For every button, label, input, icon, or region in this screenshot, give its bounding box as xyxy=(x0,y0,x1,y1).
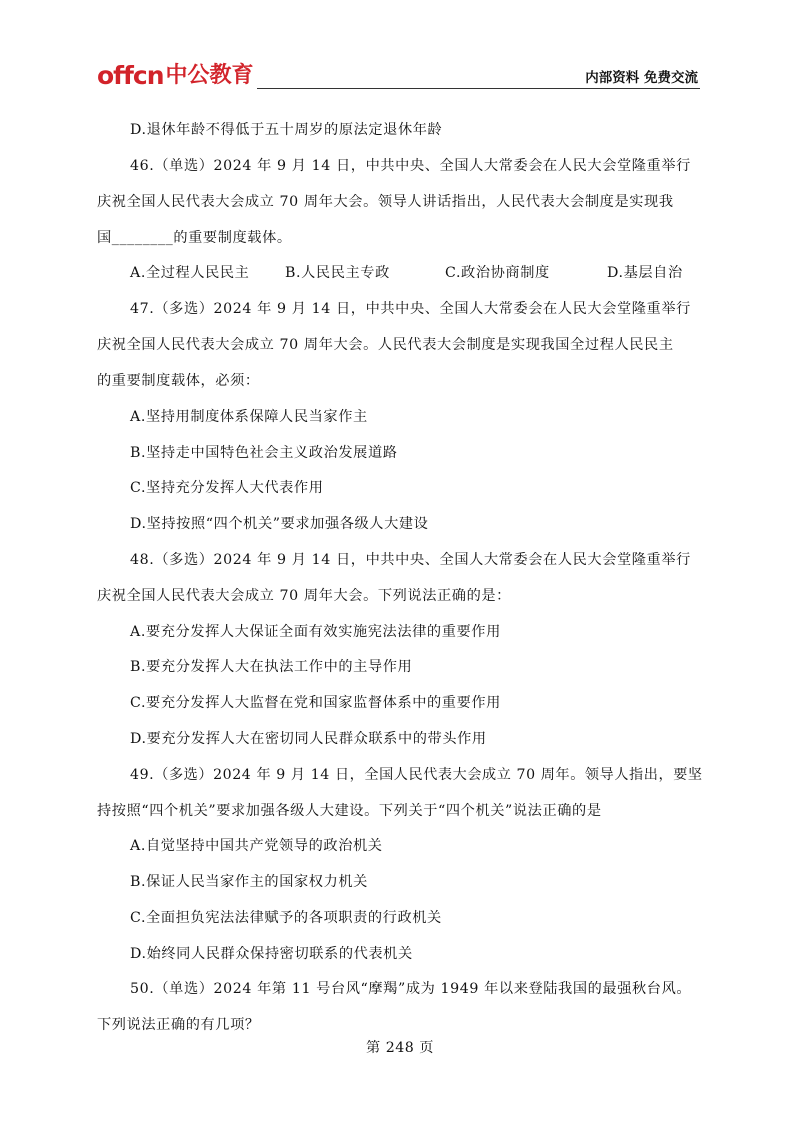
option-b: B.人民民主专政 xyxy=(285,265,390,281)
header-note: 内部资料 免费交流 xyxy=(585,70,698,86)
option-d: D.基层自治 xyxy=(607,265,683,281)
option-c: C.政治协商制度 xyxy=(445,265,550,281)
logo-latin-text: offcn xyxy=(97,61,164,90)
option-c: C.坚持充分发挥人大代表作用 xyxy=(130,480,324,496)
question-48-line-2: 庆祝全国人民代表大会成立 70 周年大会。下列说法正确的是： xyxy=(97,588,511,604)
header-divider xyxy=(257,88,700,89)
question-50-line-2: 下列说法正确的有几项？ xyxy=(97,1017,260,1033)
offcn-logo xyxy=(97,60,254,90)
question-46-line-1: 46.（单选）2024 年 9 月 14 日，中共中央、全国人大常委会在人民大会堂隆重举行 xyxy=(130,158,691,174)
option-b: B.要充分发挥人大在执法工作中的主导作用 xyxy=(130,659,413,675)
option-a: A.自觉坚持中国共产党领导的政治机关 xyxy=(130,838,383,854)
option-c: C.全面担负宪法法律赋予的各项职责的行政机关 xyxy=(130,910,442,926)
question-47-line-3: 的重要制度载体，必须： xyxy=(97,373,260,389)
option-d: D.要充分发挥人大在密切同人民群众联系中的带头作用 xyxy=(130,731,487,747)
question-46-line-3: 国________的重要制度载体。 xyxy=(97,230,292,246)
question-50-line-1: 50.（单选）2024 年第 11 号台风“摩羯”成为 1949 年以来登陆我国的最强秋台风。 xyxy=(130,981,692,997)
page-header xyxy=(97,58,700,92)
question-46-line-2: 庆祝全国人民代表大会成立 70 周年大会。领导人讲话指出，人民代表大会制度是实现我 xyxy=(97,194,674,210)
option-b: B.坚持走中国特色社会主义政治发展道路 xyxy=(130,445,398,461)
option-line: D.退休年龄不得低于五十周岁的原法定退休年龄 xyxy=(130,122,443,138)
option-a: A.全过程人民民主 xyxy=(130,265,250,281)
option-b: B.保证人民当家作主的国家权力机关 xyxy=(130,874,368,890)
question-47-line-2: 庆祝全国人民代表大会成立 70 周年大会。人民代表大会制度是实现我国全过程人民民主 xyxy=(97,337,674,353)
question-48-line-1: 48.（多选）2024 年 9 月 14 日，中共中央、全国人大常委会在人民大会堂隆重举行 xyxy=(130,552,691,568)
logo-chinese-text: 中公教育 xyxy=(165,63,254,88)
question-47-line-1: 47.（多选）2024 年 9 月 14 日，中共中央、全国人大常委会在人民大会堂隆重举行 xyxy=(130,301,691,317)
option-c: C.要充分发挥人大监督在党和国家监督体系中的重要作用 xyxy=(130,695,501,711)
page-number: 第 248 页 xyxy=(366,1040,434,1056)
option-a: A.要充分发挥人大保证全面有效实施宪法法律的重要作用 xyxy=(130,624,501,640)
option-a: A.坚持用制度体系保障人民当家作主 xyxy=(130,409,368,425)
option-d: D.始终同人民群众保持密切联系的代表机关 xyxy=(130,946,413,962)
question-49-line-2: 持按照“四个机关”要求加强各级人大建设。下列关于“四个机关”说法正确的是 xyxy=(97,803,602,819)
question-49-line-1: 49.（多选）2024 年 9 月 14 日，全国人民代表大会成立 70 周年。领导人指出，要坚 xyxy=(130,767,703,783)
option-d: D.坚持按照“四个机关”要求加强各级人大建设 xyxy=(130,516,429,532)
